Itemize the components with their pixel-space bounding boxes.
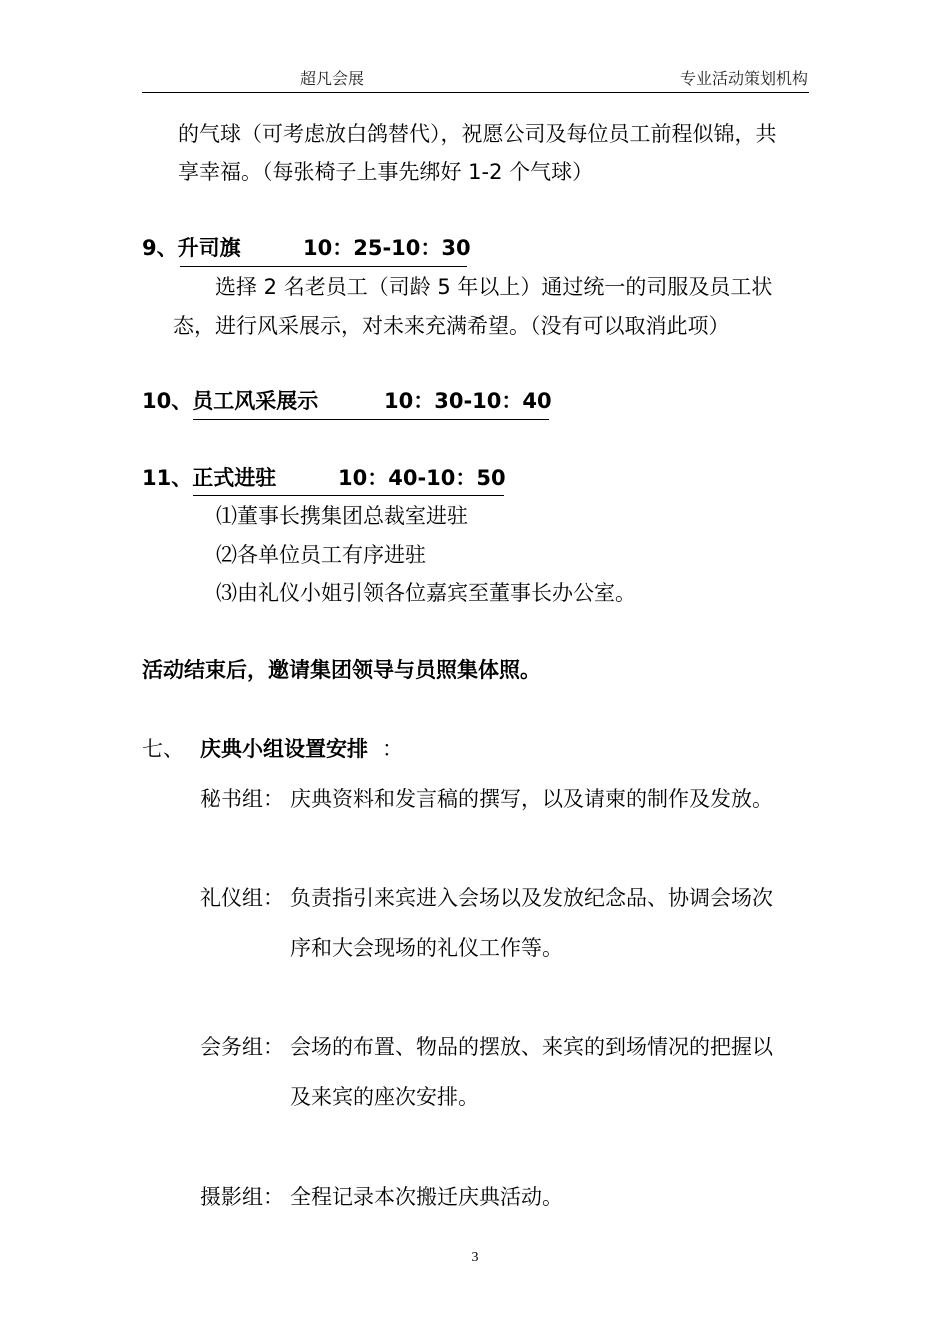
group-desc: 序和大会现场的礼仪工作等。 bbox=[290, 936, 563, 960]
list-item: ⑴董事长携集团总裁室进驻 bbox=[216, 504, 468, 528]
paragraph-line: 态，进行风采展示，对未来充满希望。（没有可以取消此项） bbox=[173, 314, 730, 338]
header-tagline: 专业活动策划机构 bbox=[679, 71, 808, 88]
group-desc: 负责指引来宾进入会场以及发放纪念品、协调会场次 bbox=[290, 886, 773, 910]
group-desc: 全程记录本次搬迁庆典活动。 bbox=[290, 1185, 563, 1209]
header-company: 超凡会展 bbox=[300, 71, 365, 88]
item-10-time: 10：30-10：40 bbox=[384, 389, 552, 413]
group-label: 摄影组： bbox=[200, 1185, 284, 1209]
paragraph-line: 选择 2 名老员工（司龄 5 年以上）通过统一的司服及员工状 bbox=[215, 275, 773, 299]
closing-note: 活动结束后，邀请集团领导与员照集体照。 bbox=[142, 658, 541, 682]
page-number: 3 bbox=[471, 1250, 479, 1265]
header-rule bbox=[142, 92, 809, 93]
list-item: ⑶由礼仪小姐引领各位嘉宾至董事长办公室。 bbox=[216, 581, 636, 605]
group-desc: 会场的布置、物品的摆放、来宾的到场情况的把握以 bbox=[290, 1035, 773, 1059]
group-label: 礼仪组： bbox=[200, 886, 284, 910]
section-7-title: 庆典小组设置安排 bbox=[200, 737, 368, 761]
group-desc: 庆典资料和发言稿的撰写，以及请柬的制作及发放。 bbox=[290, 787, 773, 811]
group-label: 秘书组： bbox=[200, 787, 284, 811]
paragraph-line: 的气球（可考虑放白鸽替代），祝愿公司及每位员工前程似锦，共 bbox=[178, 122, 777, 146]
section-7-number: 七、 bbox=[142, 737, 184, 761]
item-10-title: 10、员工风采展示 bbox=[142, 389, 319, 413]
item-9-time: 10：25-10：30 bbox=[303, 236, 471, 260]
paragraph-line: 享幸福。（每张椅子上事先绑好 1-2 个气球） bbox=[178, 160, 594, 184]
group-desc: 及来宾的座次安排。 bbox=[290, 1085, 479, 1109]
group-label: 会务组： bbox=[200, 1035, 284, 1059]
item-9-underline bbox=[180, 266, 467, 267]
section-7-colon: ： bbox=[382, 737, 403, 761]
item-11-title: 11、正式进驻 bbox=[142, 466, 277, 490]
item-9-title: 9、升司旗 bbox=[142, 236, 241, 260]
item-11-time: 10：40-10：50 bbox=[338, 466, 506, 490]
list-item: ⑵各单位员工有序进驻 bbox=[216, 543, 426, 567]
item-10-underline bbox=[193, 419, 549, 420]
item-11-underline bbox=[193, 495, 504, 496]
